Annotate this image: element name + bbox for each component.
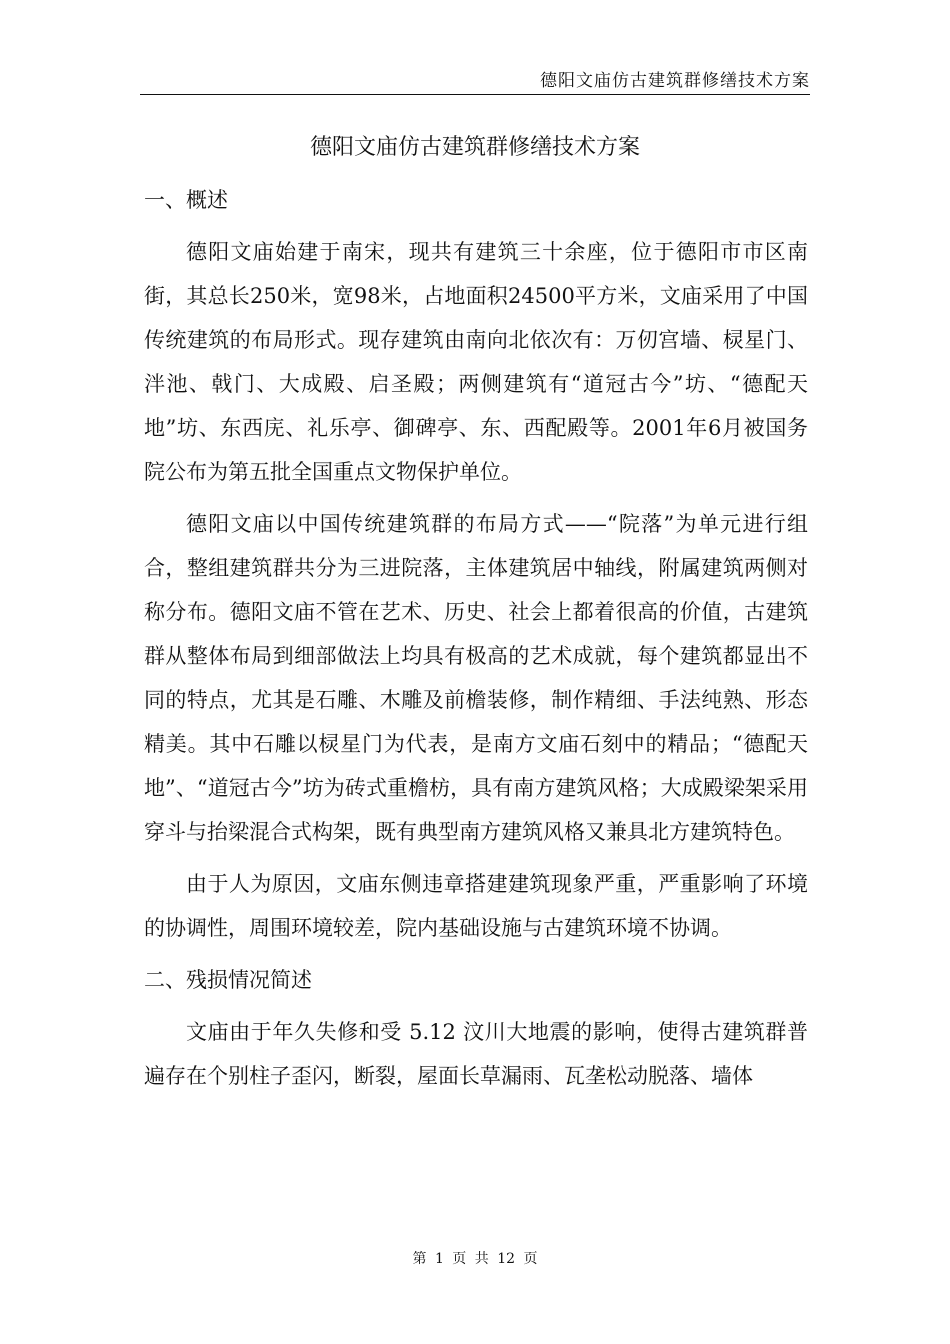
paragraph: 由于人为原因，文庙东侧违章搭建建筑现象严重，严重影响了环境的协调性，周围环境较差，院内基础设施与古建筑环境不协调。 (144, 872, 808, 940)
document-title: 德阳文庙仿古建筑群修缮技术方案 (309, 135, 640, 160)
document-body (144, 178, 808, 1106)
paragraph: 德阳文庙始建于南宋，现共有建筑三十余座，位于德阳市市区南街，其总长250米，宽98米，占地面积24500平方米，文庙采用了中国传统建筑的布局形式。现存建筑由南向北依次有：万仞宫墙、棂星门、泮池、戟门、大成殿、启圣殿；两侧建筑有“道冠古今”坊、“德配天地”坊、东西庑、礼乐亭、御碑亭、东、西配殿等。2001年6月被国务院公布为第五批全国重点文物保护单位。 (144, 240, 808, 484)
section-heading: 一、概述 (144, 188, 228, 212)
running-header: 德阳文庙仿古建筑群修缮技术方案 (540, 71, 810, 91)
paragraph: 文庙由于年久失修和受 5.12 汶川大地震的影响，使得古建筑群普遍存在个别柱子歪闪，断裂，屋面长草漏雨、瓦垄松动脱落、墙体 (144, 1020, 808, 1088)
header-divider (140, 94, 810, 95)
section-heading: 二、残损情况简述 (144, 968, 312, 992)
paragraph: 德阳文庙以中国传统建筑群的布局方式——“院落”为单元进行组合，整组建筑群共分为三进院落，主体建筑居中轴线，附属建筑两侧对称分布。德阳文庙不管在艺术、历史、社会上都着很高的价值，古建筑群从整体布局到细部做法上均具有极高的艺术成就，每个建筑都显出不同的特点，尤其是石雕、木雕及前檐装修，制作精细、手法纯熟、形态精美。其中石雕以棂星门为代表，是南方文庙石刻中的精品；“德配天地”、“道冠古今”坊为砖式重檐枋，具有南方建筑风格；大成殿梁架采用穿斗与抬梁混合式构架，既有典型南方建筑风格又兼具北方建筑特色。 (144, 512, 808, 844)
page-number: 第 1 页 共 12 页 (412, 1251, 538, 1267)
